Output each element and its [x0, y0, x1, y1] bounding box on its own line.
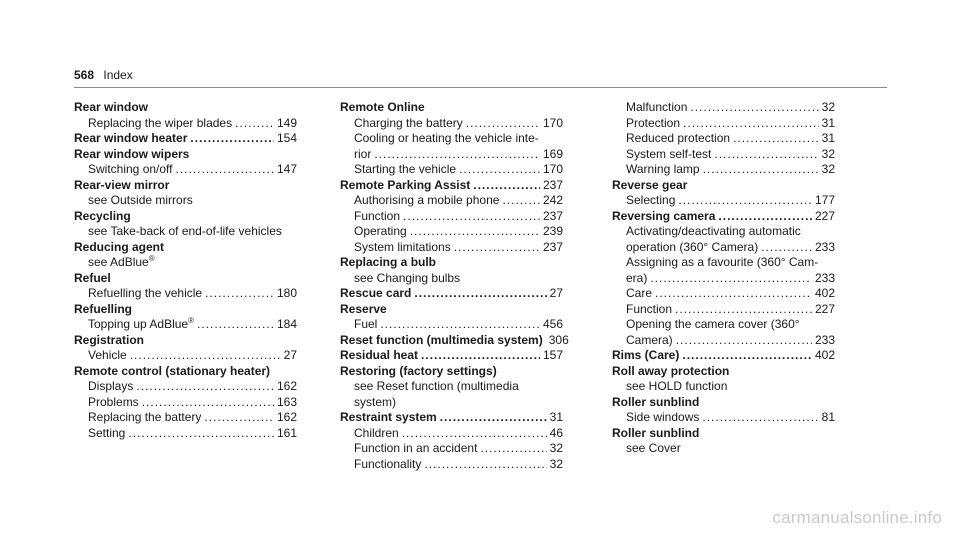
entry-label: Vehicle: [88, 348, 127, 362]
page-reference: 81: [821, 410, 835, 424]
dot-leader: [466, 116, 540, 132]
dot-leader: [440, 410, 547, 426]
page-reference: 161: [276, 425, 297, 440]
entry-label: Rims (Care): [612, 348, 680, 362]
page-reference: 157: [542, 348, 563, 362]
page-reference: 163: [276, 394, 297, 409]
dot-leader: [235, 116, 274, 132]
page-reference: 180: [276, 286, 297, 300]
index-heading: Refuelling: [74, 301, 133, 316]
dot-leader: [380, 317, 540, 333]
page-reference: 32: [549, 441, 563, 455]
index-heading: Replacing a bulb: [340, 255, 437, 269]
entry-label: Function: [354, 208, 401, 223]
index-see-reference: see Changing bulbs: [354, 270, 461, 285]
entry-label: Children: [354, 425, 399, 440]
entry-label: Reversing camera: [612, 208, 716, 223]
index-subentry: [612, 271, 835, 287]
index-subentry: [612, 286, 835, 302]
dot-leader: [733, 131, 819, 147]
dot-leader: [454, 240, 540, 256]
page-reference: 402: [814, 348, 835, 362]
page-reference: 242: [542, 193, 563, 207]
index-subentry: [340, 224, 563, 240]
page-reference: 32: [821, 100, 835, 114]
page-reference: 306: [548, 332, 569, 347]
index-heading-entry: [340, 178, 563, 194]
page-reference: 237: [542, 239, 563, 254]
dot-leader: [197, 317, 274, 333]
index-see-reference: see Take-back of end-of-life vehicles: [88, 224, 282, 238]
page-reference: 237: [542, 208, 563, 223]
index-heading: Recycling: [74, 208, 131, 223]
entry-label: Restraint system: [340, 410, 437, 424]
dot-leader: [761, 240, 812, 256]
entry-label: System limitations: [354, 239, 451, 254]
index-see-reference: see AdBlue®: [88, 254, 155, 269]
index-heading-entry: [340, 332, 569, 349]
page-reference: 149: [276, 115, 297, 130]
index-heading: Rear window: [74, 100, 149, 114]
index-subentry: [340, 457, 563, 473]
dot-leader: [403, 209, 540, 225]
index-subentry: [74, 162, 297, 178]
dot-leader: [459, 162, 540, 178]
index-see-reference: see HOLD function: [626, 379, 728, 393]
entry-label: Reset function (multimedia system): [340, 332, 543, 347]
page-header: [74, 68, 133, 82]
index-heading: Remote control (stationary heater): [74, 363, 271, 378]
dot-leader: [702, 410, 818, 426]
dot-leader: [473, 178, 540, 194]
page-reference: 162: [276, 379, 297, 393]
page-reference: 402: [814, 286, 835, 300]
dot-leader: [410, 224, 540, 240]
dot-leader: [176, 162, 274, 178]
entry-label: Residual heat: [340, 348, 419, 362]
index-subentry: [74, 426, 297, 442]
index-heading-entry: [340, 286, 563, 302]
dot-leader: [136, 379, 274, 395]
index-subentry: [340, 116, 563, 132]
page-reference: 27: [549, 286, 563, 300]
index-subentry: [612, 240, 835, 256]
dot-leader: [714, 147, 818, 163]
entry-label: Care: [626, 286, 653, 300]
dot-leader: [402, 426, 547, 442]
dot-leader: [675, 302, 812, 318]
watermark-text: carmanualsonline.info: [772, 508, 942, 527]
entry-label: System self-test: [626, 146, 712, 161]
index-heading-entry: [340, 348, 563, 364]
dot-leader: [374, 147, 540, 163]
dot-leader: [678, 193, 812, 209]
index-subentry: [74, 317, 297, 333]
entry-label: Replacing the wiper blades: [88, 115, 233, 130]
entry-label: rior: [354, 146, 372, 161]
dot-leader: [130, 348, 281, 364]
index-heading-entry: [612, 209, 835, 225]
dot-leader: [650, 271, 812, 287]
dot-leader: [424, 457, 546, 473]
entry-label: Function: [626, 301, 673, 316]
index-see-reference: Cooling or heating the vehicle inte-: [354, 131, 539, 145]
entry-label: era): [626, 270, 648, 285]
page-reference: 227: [814, 301, 835, 316]
dot-leader: [421, 348, 540, 364]
entry-label: Function in an accident: [354, 441, 478, 455]
index-heading-entry: [74, 131, 297, 147]
index-heading-entry: [612, 348, 835, 364]
index-see-reference: see Outside mirrors: [88, 193, 193, 207]
page-number: 568: [74, 68, 95, 82]
index-heading: Rear window wipers: [74, 146, 190, 161]
dot-leader: [683, 116, 819, 132]
entry-label: Setting: [88, 425, 126, 440]
index-see-reference: see Reset function (multimedia system): [354, 379, 519, 409]
entry-label: Reduced protection: [626, 131, 731, 145]
page-title: Index: [103, 68, 133, 82]
index-subentry: [340, 209, 563, 225]
dot-leader: [718, 209, 812, 225]
index-subentry: [340, 193, 563, 209]
index-subentry: [340, 147, 563, 163]
page-reference: 31: [821, 131, 835, 145]
index-see-reference: Activating/deactivating automatic: [626, 224, 801, 238]
page-reference: 32: [821, 162, 835, 176]
entry-label: Rescue card: [340, 286, 412, 300]
index-subentry: [612, 302, 835, 318]
dot-leader: [502, 193, 540, 209]
index-see-reference: Opening the camera cover (360°: [626, 317, 800, 331]
page-reference: 170: [542, 115, 563, 130]
dot-leader: [128, 426, 274, 442]
page-reference: 31: [549, 410, 563, 424]
entry-label: Warning lamp: [626, 162, 700, 176]
dot-leader: [690, 100, 818, 116]
index-heading: Roller sunblind: [612, 394, 700, 409]
index-column-3: [612, 100, 835, 457]
index-see-reference: see Cover: [626, 441, 681, 455]
entry-label: Selecting: [626, 193, 676, 207]
page-reference: 233: [814, 332, 835, 347]
registered-mark: ®: [188, 316, 194, 325]
header-divider: [74, 87, 887, 88]
entry-label: Displays: [88, 379, 134, 393]
entry-label: Refuelling the vehicle: [88, 286, 203, 300]
page-reference: 170: [542, 162, 563, 176]
registered-mark: ®: [148, 254, 155, 263]
index-heading: Reducing agent: [74, 239, 165, 254]
entry-label: Remote Parking Assist: [340, 177, 471, 192]
dot-leader: [142, 395, 274, 411]
dot-leader: [655, 286, 812, 302]
page-reference: 456: [542, 317, 563, 331]
index-subentry: [612, 193, 835, 209]
index-column-1: [74, 100, 297, 441]
index-subentry: [74, 379, 297, 395]
index-subentry: [340, 441, 563, 457]
entry-label: Charging the battery: [354, 115, 463, 130]
index-subentry: [612, 116, 835, 132]
entry-label: Operating: [354, 224, 407, 238]
index-subentry: [612, 100, 835, 116]
index-heading: Roll away protection: [612, 363, 730, 378]
index-subentry: [74, 116, 297, 132]
index-subentry: [74, 286, 297, 302]
index-see-reference: Assigning as a favourite (360° Cam-: [626, 255, 819, 269]
page-reference: 239: [542, 224, 563, 238]
index-subentry: [74, 410, 297, 426]
index-subentry: [340, 426, 563, 442]
page-reference: 237: [542, 177, 563, 192]
dot-leader: [480, 441, 546, 457]
page-reference: 184: [276, 317, 297, 331]
index-heading: Rear-view mirror: [74, 177, 170, 192]
entry-label: Problems: [88, 394, 139, 409]
dot-leader: [190, 131, 274, 147]
entry-label: Protection: [626, 115, 681, 130]
entry-label: Replacing the battery: [88, 410, 202, 424]
index-subentry: [74, 395, 297, 411]
page-reference: 233: [814, 239, 835, 254]
page-reference: 147: [276, 162, 297, 176]
entry-label: Camera): [626, 332, 673, 347]
index-heading: Reserve: [340, 301, 387, 316]
page-reference: 31: [821, 115, 835, 130]
index-subentry: [74, 348, 297, 364]
page-reference: 154: [276, 131, 297, 145]
entry-label: Malfunction: [626, 100, 688, 114]
index-subentry: [612, 333, 835, 349]
index-heading: Reverse gear: [612, 177, 688, 192]
page-reference: 233: [814, 270, 835, 285]
dot-leader: [204, 410, 274, 426]
dot-leader: [682, 348, 812, 364]
dot-leader: [414, 286, 546, 302]
page-reference: 32: [549, 456, 563, 471]
index-heading: Roller sunblind: [612, 425, 700, 440]
entry-label: Fuel: [354, 317, 378, 331]
index-heading: Refuel: [74, 270, 111, 285]
entry-label: Topping up AdBlue®: [88, 316, 194, 331]
index-heading: Registration: [74, 332, 145, 347]
page-reference: 177: [814, 193, 835, 207]
index-heading: Remote Online: [340, 100, 425, 114]
index-subentry: [612, 131, 835, 147]
dot-leader: [205, 286, 274, 302]
index-column-2: [340, 100, 569, 472]
index-subentry: [612, 147, 835, 163]
index-subentry: [340, 162, 563, 178]
entry-label: Switching on/off: [88, 162, 173, 176]
entry-label: Functionality: [354, 456, 422, 471]
index-subentry: [340, 317, 563, 333]
entry-label: operation (360° Camera): [626, 239, 759, 254]
dot-leader: [676, 333, 812, 349]
page-reference: 46: [549, 425, 563, 440]
index-subentry: [340, 240, 563, 256]
page-reference: 162: [276, 410, 297, 424]
index-subentry: [612, 162, 835, 178]
entry-label: Rear window heater: [74, 131, 188, 145]
entry-label: Side windows: [626, 410, 700, 424]
page-reference: 227: [814, 208, 835, 223]
entry-label: Starting the vehicle: [354, 162, 457, 176]
page-reference: 32: [821, 146, 835, 161]
page-reference: 27: [283, 348, 297, 362]
page-reference: 169: [542, 146, 563, 161]
index-heading: Restoring (factory settings): [340, 363, 497, 378]
dot-leader: [703, 162, 819, 178]
entry-label: Authorising a mobile phone: [354, 193, 500, 207]
index-heading-entry: [340, 410, 563, 426]
index-subentry: [612, 410, 835, 426]
